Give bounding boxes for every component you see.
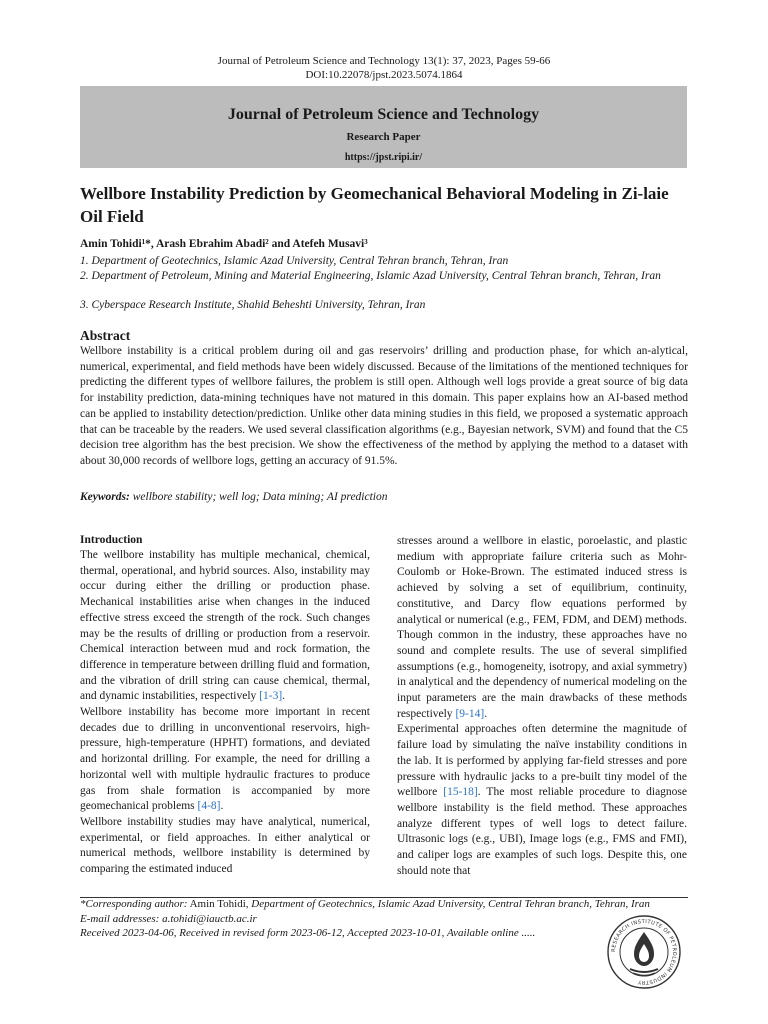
journal-name: Journal of Petroleum Science and Technology <box>227 106 540 123</box>
keywords-list: wellbore stability; well log; Data mining; AI prediction <box>129 491 388 503</box>
paper-title: Wellbore Instability Prediction by Geomechanical Behavioral Modeling in Zi-laie Oil Field <box>80 184 669 226</box>
citation-link[interactable]: [4-8] <box>197 800 221 813</box>
paper-type: Research Paper <box>346 131 421 143</box>
affiliation-3: 3. Cyberspace Research Institute, Shahid Beheshti University, Tehran, Iran <box>80 299 426 311</box>
affiliation-1: 1. Department of Geotechnics, Islamic Azad University, Central Tehran branch, Tehran, Iran <box>80 255 509 267</box>
journal-citation-header <box>0 54 768 82</box>
abstract-text: Wellbore instability is a critical problem during oil and gas reservoirs’ drilling and production phase, for which an-alytical, numerical, experimental, and field methods have been widely discussed. Because of the limitations of the mentioned techniques for predicting the different types of wellbore failures, the problem is still open. Although well logs provide a great source of big data for instability prediction, data-mining techniques have not matured in this domain. This paper explains how an AI-based method can be applied to instability detection/prediction. Unlike other data mining studies in this field, we proposed a systematic approach that can be traceable by the readers. We used several classification algorithms (e.g., Bayesian network, SVM) and found that the C5 decision tree algorithm has the best precision. We show the effectiveness of the method by applying the method to a dataset with about 30,000 records of wellbore logs, getting an accuracy of 91.5%. <box>80 345 688 467</box>
affiliation-2: 2. Department of Petroleum, Mining and Material Engineering, Islamic Azad University, Central Tehran branch, Tehran, Iran <box>80 270 661 282</box>
paragraph: Experimental approaches often determine the magnitude of failure load by simulating the naïve instability conditions in the lab. It is performed by applying far-field stresses and pore pressure with hydraulic jacks to a pre-built tiny model of the wellbore [15-18]. The most reliable procedure to diagnose wellbore instability is the field method. These approaches analyze different types of well logs to detect failure. Ultrasonic logs (e.g., UBI), Image logs (e.g., FMS and FMI), and caliper logs are examples of such logs. Despite this, one should note that <box>397 723 688 877</box>
paragraph: Wellbore instability studies may have analytical, numerical, experimental, or field approaches. In either analytical or numerical methods, wellbore instability is determined by comparing the estimated induced <box>80 815 370 876</box>
journal-banner <box>80 86 687 168</box>
citation-link[interactable]: [1-3] <box>259 690 283 703</box>
article-dates: Received 2023-04-06, Received in revised form 2023-06-12, Accepted 2023-10-01, Available online ..... <box>80 927 536 939</box>
svg-text:RESEARCH INSTITUTE OF PETROLEU: RESEARCH INSTITUTE OF PETROLEUM INDUSTRY <box>610 918 678 986</box>
abstract-heading: Abstract <box>80 328 131 343</box>
journal-url[interactable]: https://jpst.ripi.ir/ <box>344 152 423 163</box>
keywords-label: Keywords: <box>80 491 130 503</box>
keywords <box>80 491 688 503</box>
email-address: E-mail addresses: a.tohidi@iauctb.ac.ir <box>80 912 257 925</box>
paragraph: stresses around a wellbore in elastic, poroelastic, and plastic medium with appropriate failure criteria such as Mohr-Coulomb or Hoke-Brown. The estimated induced stress is achieved by solving a set of equilibrium, continuity, constitutive, and Darcy flow equations performed by analytical or numerical (e.g., FEM, FDM, and DEM) methods. Though common in the industry, these approaches have no sound and complete results. The use of several simplified assumptions (e.g., homogeneity, isotropy, and axial symmetry) in analytical and the dependency of numerical modeling on the input parameters are the main drawbacks of these methods respectively [9-14]. <box>397 535 687 720</box>
ripi-seal-icon <box>606 914 682 990</box>
corresponding-author: *Corresponding author: Amin Tohidi, Department of Geotechnics, Islamic Azad University, Central Tehran branch, Tehran, Iran <box>80 898 650 910</box>
institute-logo <box>606 914 682 990</box>
left-column <box>80 548 370 878</box>
journal-reference: Journal of Petroleum Science and Technology 13(1): 37, 2023, Pages 59-66 <box>217 55 551 67</box>
paragraph: Wellbore instability has become more important in recent decades due to drilling in unconventional reservoirs, high-pressure, high-temperature (HPHT) formations, and deviated and horizontal drilling. For example, the need for drilling a horizontal well with multiple hydraulic fractures to produce gas from shale formation is accompanied by more geomechanical problems [4-8]. <box>80 706 370 813</box>
citation-link[interactable]: [15-18] <box>443 786 478 799</box>
footnotes <box>80 897 688 941</box>
right-column <box>397 534 687 879</box>
doi: DOI:10.22078/jpst.2023.5074.1864 <box>305 69 463 81</box>
introduction-heading: Introduction <box>80 534 143 546</box>
authors: Amin Tohidi¹*, Arash Ebrahim Abadi² and Atefeh Musavi³ <box>80 238 368 250</box>
paragraph: The wellbore instability has multiple mechanical, chemical, thermal, operational, and hybrid sources. Also, instability may occur during either the drilling or production phase. Mechanical instabilities arise when changes in the induced effective stress exceed the strength of the rock. Such changes may be the results of drilling or production from a reservoir. Chemical interaction between mud and rock formation, the difference in temperature between drilling fluid and formation, and the vibration of drill string can cause chemical, thermal, and dynamic instabilities, respectively [1-3]. <box>80 549 370 703</box>
citation-link[interactable]: [9-14] <box>455 707 485 720</box>
